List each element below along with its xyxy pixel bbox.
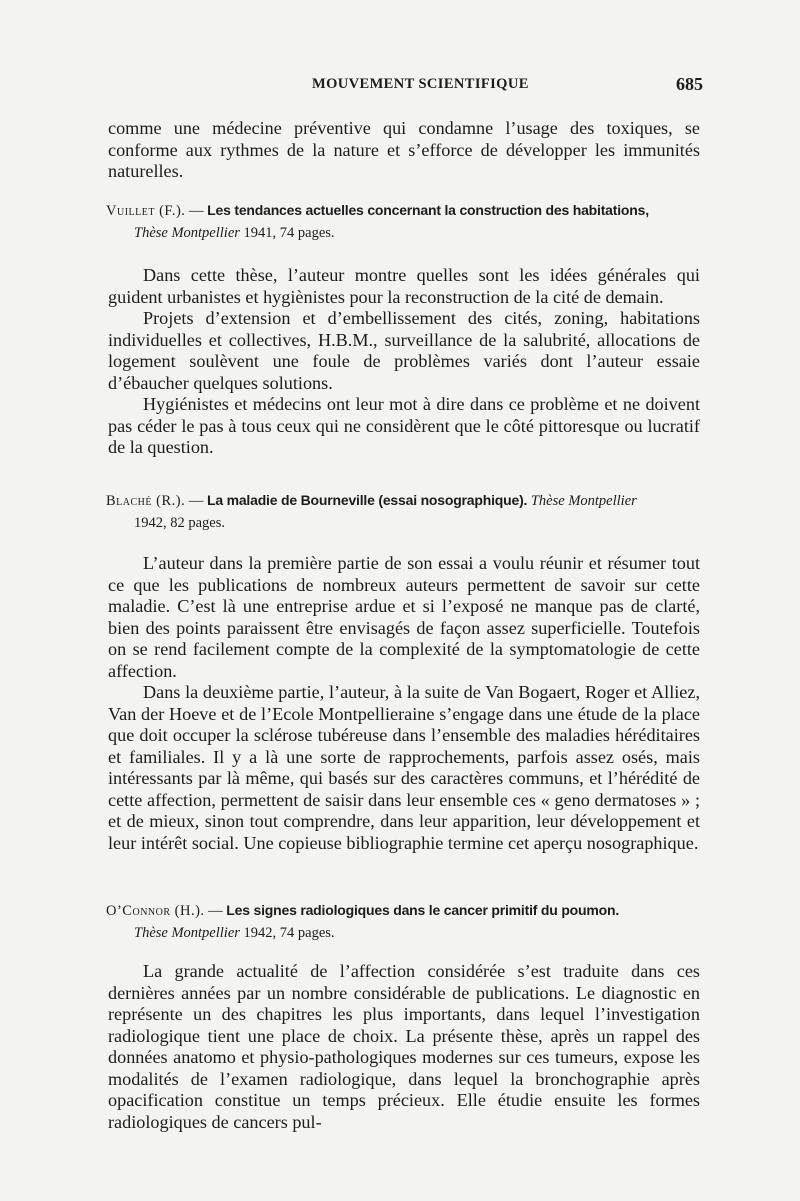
review-2-body [108, 553, 700, 854]
review-3-details: 1942, 74 pages. [243, 925, 335, 941]
review-1-title: Les tendances actuelles concernant la construction des habitations, [207, 202, 649, 218]
review-2-paragraph: Dans la deuxième partie, l’auteur, à la suite de Van Bogaert, Roger et Alliez, Van der Hoeve et de l’Ecole Montpellieraine s’engage dans une étude de la place que doit occuper la sclérose tubéreuse dans l’ensemble des maladies héréditaires et familiales. Il y a là une sorte de rapprochements, parfois assez osés, mais intéressants par là même, qui basés sur des caractères communs, et l’hérédité de cette affection, permettent de saisir dans leur ensemble ces « geno dermatoses » ; et de mieux, sinon tout comprendre, dans leur apparition, leur développement et leur intérêt social. Une copieuse bibliographie termine cet aperçu nosographique. [108, 682, 700, 853]
page-header [0, 74, 800, 98]
review-2-author: Blaché (R.). [106, 493, 186, 509]
intro-paragraph [108, 118, 700, 183]
review-3-venue: Thèse Montpellier [134, 925, 240, 941]
review-1-paragraph: Hygiénistes et médecins ont leur mot à dire dans ce problème et ne doivent pas céder le pas à tous ceux qui ne considèrent que le côté pittoresque ou lucratif de la question. [108, 394, 700, 457]
review-3-author: O’Connor (H.). [106, 903, 205, 919]
running-title: MOUVEMENT SCIENTIFIQUE [312, 76, 529, 92]
review-1-paragraph: Dans cette thèse, l’auteur montre quelles sont les idées générales qui guident urbanistes et hygiènistes pour la reconstruction de la cité de demain. [108, 265, 700, 307]
review-2-details: 1942, 82 pages. [134, 515, 226, 531]
review-1-paragraph: Projets d’extension et d’embellissement des cités, zoning, habitations individuelles et collectives, H.B.M., surveillance de la salubrité, allocations de logement soulèvent une foule de problèmes variés dont l’auteur essaie d’ébaucher quelques solutions. [108, 308, 700, 393]
review-1-author: Vuillet (F.). [106, 203, 186, 219]
review-1-details: 1941, 74 pages. [243, 225, 335, 241]
review-3-paragraph: La grande actualité de l’affection considérée s’est traduite dans ces dernières années par un nombre considérable de publications. Le diagnostic en représente un des chapitres les plus importants, dans lequel l’investigation radiologique tient une place de choix. La présente thèse, après un rappel des données anatomo et physio-pathologiques modernes sur ces tumeurs, expose les modalités de l’examen radiologique, dans lequel la bronchographie après opacification constitue un temps précieux. Elle étudie ensuite les formes radiologiques de cancers pul- [108, 961, 700, 1132]
review-3-body [108, 961, 700, 1133]
review-3-citation [106, 899, 702, 944]
review-2-dash: — [188, 493, 204, 509]
review-3-dash: — [208, 903, 223, 919]
review-1-body [108, 265, 700, 459]
review-1-citation [106, 199, 702, 244]
review-2-venue: Thèse Montpellier [530, 493, 637, 509]
review-2-title: La maladie de Bourneville (essai nosographique). [206, 492, 528, 508]
intro-text: comme une médecine préventive qui condamne l’usage des toxiques, se conforme aux rythmes de la nature et s’efforce de développer les immunités naturelles. [108, 118, 700, 181]
review-3-title: Les signes radiologiques dans le cancer primitif du poumon. [226, 902, 620, 918]
review-2-paragraph: L’auteur dans la première partie de son essai a voulu réunir et résumer tout ce que les publications de nombreux auteurs permettent de savoir sur cette maladie. C’est là une entreprise ardue et si l’exposé ne manque pas de clarté, bien des points paraissent être envisagés de façon assez superficielle. Toutefois on se rend facilement compte de la complexité de la symptomatologie de cette affection. [108, 553, 700, 681]
page-number: 685 [676, 74, 703, 94]
review-1-venue: Thèse Montpellier [134, 225, 240, 241]
review-2-citation [106, 489, 702, 534]
review-1-dash: — [189, 203, 204, 219]
